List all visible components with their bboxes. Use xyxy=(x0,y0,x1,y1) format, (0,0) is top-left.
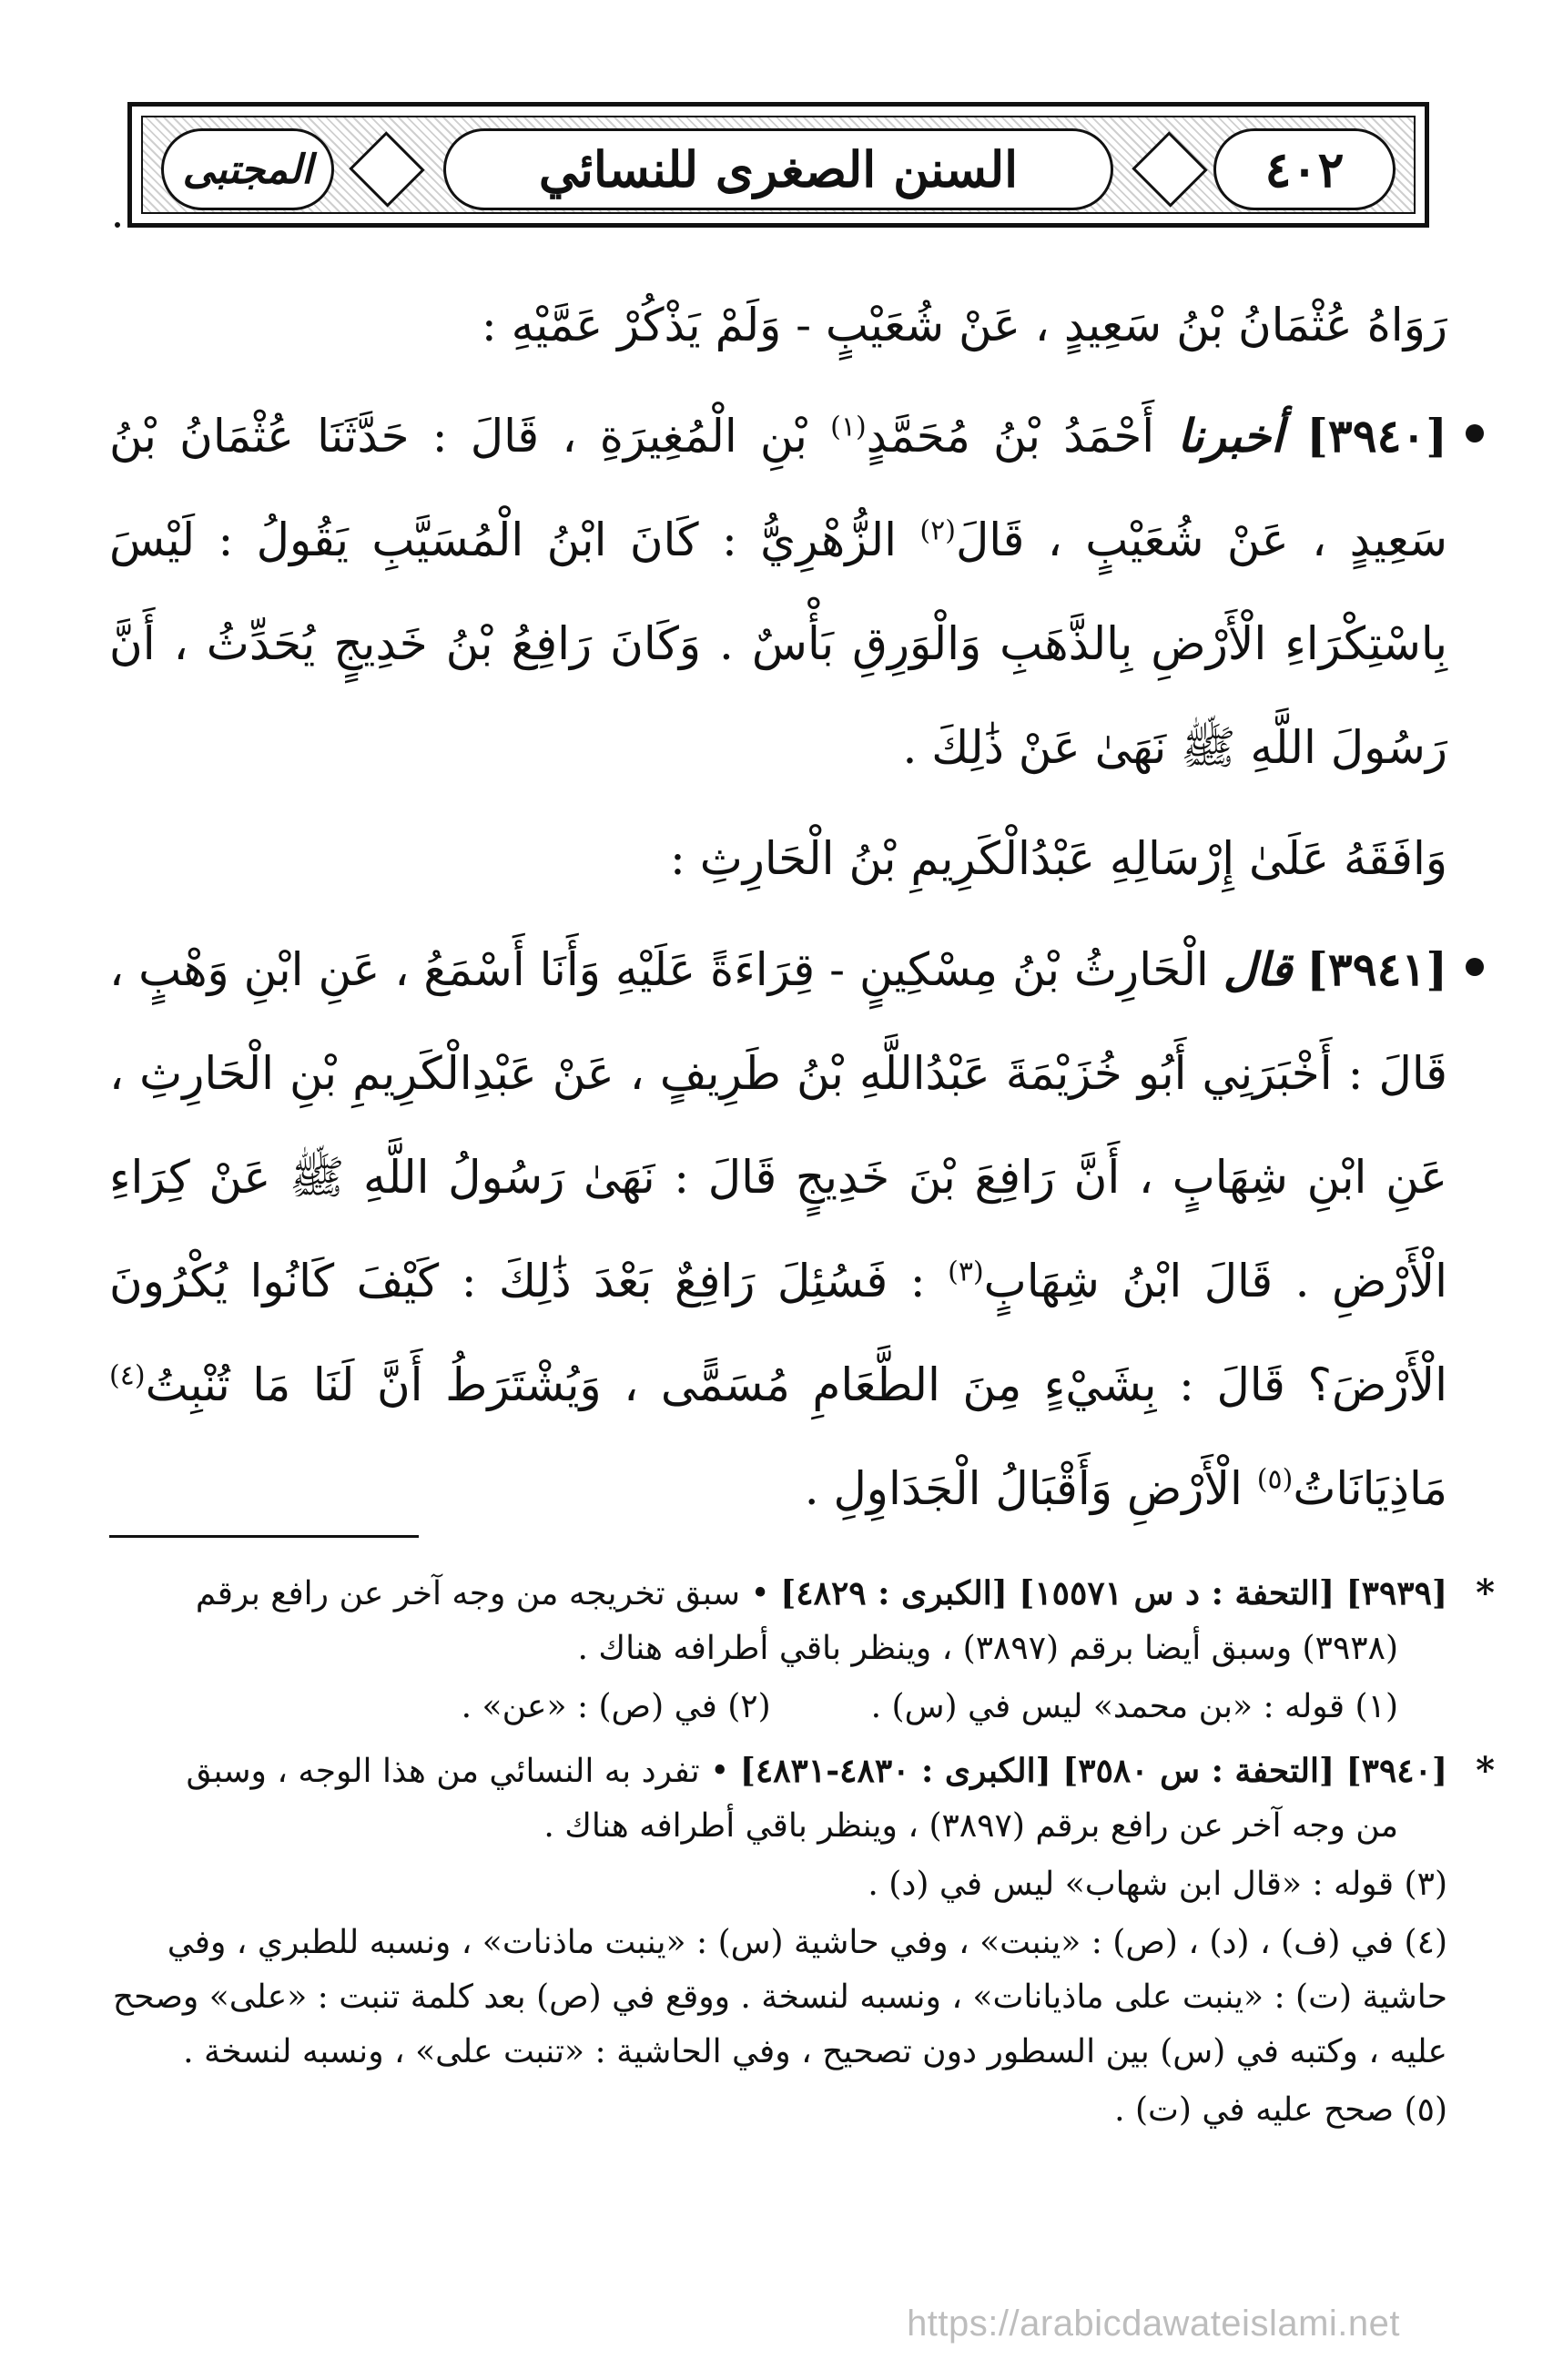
hadith-text: أَحْمَدُ بْنُ مُحَمَّدٍ xyxy=(866,410,1155,463)
footnotes xyxy=(109,1566,1495,2141)
hadith-3940 xyxy=(109,384,1447,799)
series-title: المجتبى xyxy=(182,146,313,193)
footnote-3: (٣) قوله : «قال ابن شهاب» ليس في (د) . xyxy=(868,1866,1447,1903)
hadith-text: الزُّهْرِيُّ : كَانَ ابْنُ الْمُسَيَّبِ يَقُولُ : لَيْسَ بِاسْتِكْرَاءِ الْأَرْضِ بِالذَّهَبِ وَالْوَرِقِ بَأْسٌ . وَكَانَ رَافِعُ بْنُ خَدِيجٍ يُحَدِّثُ ، أَنَّ رَسُولَ اللَّهِ ﷺ نَهَىٰ عَنْ ذَٰلِكَ . xyxy=(109,514,1447,774)
bullet-icon xyxy=(1466,424,1484,442)
footnote-marker: (٥) xyxy=(1256,1463,1294,1496)
footnote-text: • سبق تخريجه من وجه آخر عن رافع برقم xyxy=(195,1575,770,1612)
hadith-text: الْحَارِثُ بْنُ مِسْكِينٍ - قِرَاءَةً عَلَيْهِ وَأَنَا أَسْمَعُ ، عَنِ ابْنِ وَهْبٍ ، قَالَ : أَخْبَرَنِي أَبُو خُزَيْمَةَ عَبْدُاللَّهِ بْنُ طَرِيفٍ ، عَنْ عَبْدِالْكَرِيمِ بْنِ الْحَارِثِ ، عَنِ ابْنِ شِهَابٍ ، أَنَّ رَافِعَ بْنَ خَدِيجٍ قَالَ : نَهَىٰ رَسُولُ اللَّهِ ﷺ عَنْ كِرَاءِ الْأَرْضِ . قَالَ ابْنُ شِهَابٍ xyxy=(109,943,1447,1307)
narration-note: رَوَاهُ عُثْمَانُ بْنُ سَعِيدٍ ، عَنْ شُعَيْبٍ - وَلَمْ يَذْكُرْ عَمَّيْهِ : xyxy=(481,299,1447,351)
footnote-4: (٤) في (ف) ، (د) ، (ص) : «ينبت» ، وفي حاشية (س) : «ينبت ماذنات» ، ونسبه للطبري ، وفي حاشية (ت) : «ينبت على ماذيانات» ، ونسبه لنسخة . ووقع في (ص) بعد كلمة تنبت : «على» وصحح عليه ، وكتبه في (س) بين السطور دون تصحيح ، وفي الحاشية : «تنبت على» ، ونسبه لنسخة . xyxy=(112,1924,1447,2070)
hadith-number: [٣٩٤٠] xyxy=(1306,409,1447,463)
margin-dot xyxy=(115,222,120,228)
footnote-1: (١) قوله : «بن محمد» ليس في (س) . xyxy=(870,1688,1398,1725)
hadith-text: الْأَرْضِ وَأَقْبَالُ الْجَدَاوِلِ . xyxy=(804,1462,1243,1515)
hadith-text: مَاذِيَانَاتُ xyxy=(1293,1462,1447,1515)
hadith-intro: قال xyxy=(1223,942,1293,996)
hadith-text: بْنِ الْمُغِيرَةِ ، قَالَ : حَدَّثَنَا عُثْمَانُ بْنُ سَعِيدٍ ، عَنْ شُعَيْبٍ ، قَالَ xyxy=(109,410,1447,566)
footnote-ref: [٣٩٤٠] [التحفة : س ٣٥٨٠] [الكبرى : ٤٨٣٠-٤٨٣١] xyxy=(739,1752,1447,1790)
footnote-3940 xyxy=(109,1744,1495,1854)
footnote-text: من وجه آخر عن رافع برقم (٣٨٩٧) ، وينظر باقي أطرافه هناك . xyxy=(543,1807,1398,1845)
ornament-diamond-icon xyxy=(349,131,424,207)
page-header xyxy=(127,102,1429,228)
series-cartouche xyxy=(161,128,334,210)
asterisk-icon: * xyxy=(1476,1571,1495,1614)
footnote-3939 xyxy=(109,1566,1495,1676)
main-text xyxy=(109,273,1447,1548)
hadith-number: [٣٩٤١] xyxy=(1306,942,1447,996)
asterisk-icon: * xyxy=(1476,1749,1495,1792)
footnote-text: (٣٩٣٨) وسبق أيضا برقم (٣٨٩٧) ، وينظر باقي أطرافه هناك . xyxy=(577,1630,1398,1667)
narration-note: وَافَقَهُ عَلَىٰ إِرْسَالِهِ عَبْدُالْكَرِيمِ بْنُ الْحَارِثِ : xyxy=(669,832,1447,885)
hadith-3941 xyxy=(109,918,1447,1541)
title-cartouche xyxy=(443,128,1113,210)
footnote-marker: (٤) xyxy=(109,1359,146,1392)
watermark-url: https://arabicdawateislami.net xyxy=(907,2304,1400,2344)
footnote-text: • تفرد به النسائي من هذا الوجه ، وسبق xyxy=(186,1753,730,1790)
ornament-diamond-icon xyxy=(1132,131,1207,207)
footnote-ref: [٣٩٣٩] [التحفة : د س ١٥٥٧١] [الكبرى : ٤٨٢٩] xyxy=(780,1574,1447,1612)
header-ornament-band xyxy=(141,116,1416,214)
bullet-icon xyxy=(1466,958,1484,976)
hadith-text: : فَسُئِلَ رَافِعٌ بَعْدَ ذَٰلِكَ : كَيْفَ كَانُوا يُكْرُونَ الْأَرْضَ؟ قَالَ : بِشَيْءٍ مِنَ الطَّعَامِ مُسَمًّى ، وَيُشْتَرَطُ أَنَّ لَنَا مَا تُنْبِتُ xyxy=(109,1255,1447,1411)
page-number: ٤٠٢ xyxy=(1264,140,1345,198)
footnote-5: (٥) صحح عليه في (ت) . xyxy=(1114,2091,1447,2129)
book-title: السنن الصغرى للنسائي xyxy=(538,140,1019,198)
footnote-2: (٢) في (ص) : «عن» . xyxy=(461,1688,771,1725)
footnote-marker: (٣) xyxy=(948,1256,984,1288)
page-number-cartouche xyxy=(1213,128,1396,210)
footnote-marker: (٢) xyxy=(919,514,956,547)
hadith-intro: أخبرنا xyxy=(1177,409,1284,463)
footnote-marker: (١) xyxy=(830,411,867,443)
footnote-row xyxy=(109,1680,1447,1734)
footnote-divider xyxy=(109,1535,419,1538)
